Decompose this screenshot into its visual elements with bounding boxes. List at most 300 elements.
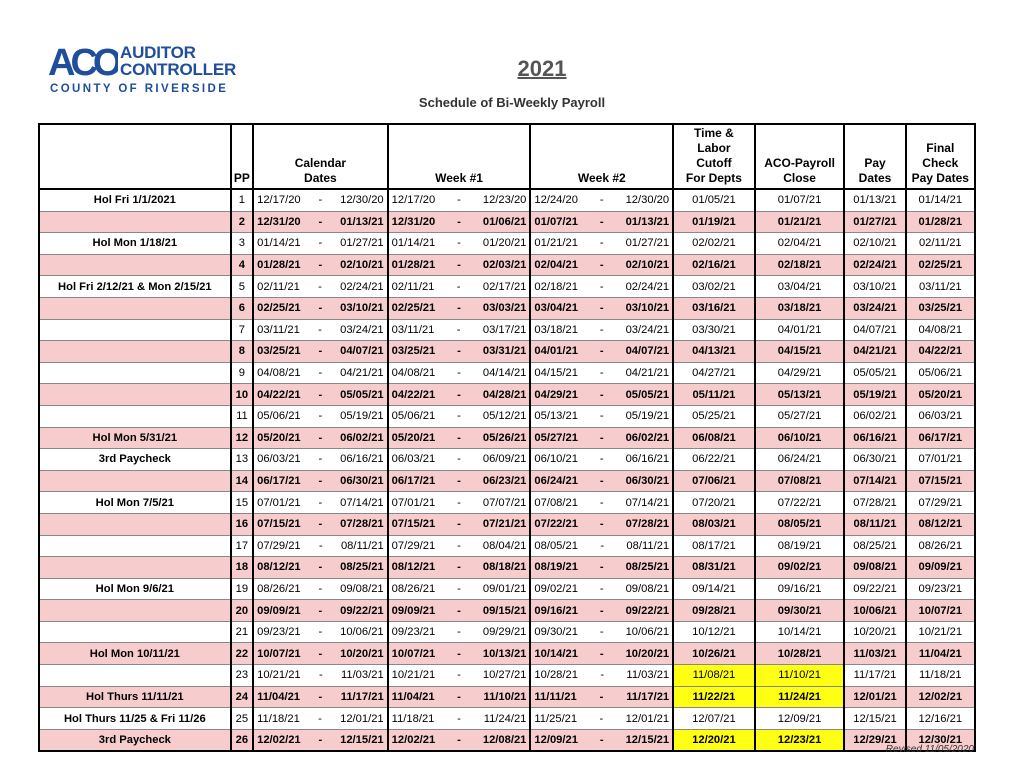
range-start: 04/01/21 <box>534 345 578 358</box>
week2-dates <box>530 535 673 557</box>
payroll-close-date: 11/24/21 <box>755 686 845 708</box>
range-start: 11/18/21 <box>391 712 435 725</box>
range-separator: - <box>457 453 461 466</box>
range-start: 08/05/21 <box>534 539 578 552</box>
date-range <box>392 497 527 509</box>
range-separator: - <box>599 280 604 293</box>
range-start: 02/25/21 <box>391 302 436 315</box>
page-subtitle: Schedule of Bi-Weekly Payroll <box>418 95 606 110</box>
cutoff-date: 05/11/21 <box>673 384 755 406</box>
payroll-close-date: 10/28/21 <box>755 643 845 665</box>
week2-dates <box>530 557 673 579</box>
week2-dates <box>530 729 673 751</box>
range-end: 09/22/21 <box>625 604 670 617</box>
range-start: 03/25/21 <box>391 345 436 358</box>
week2-dates <box>530 254 673 276</box>
date-range <box>534 453 669 465</box>
calendar-dates <box>253 254 388 276</box>
cutoff-date: 10/12/21 <box>673 621 755 643</box>
date-range <box>392 583 527 595</box>
range-separator: - <box>318 604 323 617</box>
pay-period-number: 8 <box>231 341 253 363</box>
payroll-close-date: 09/16/21 <box>755 578 845 600</box>
week2-dates <box>530 621 673 643</box>
week1-dates <box>388 254 531 276</box>
final-check-date: 12/30/21 <box>906 729 975 751</box>
page-title: 2021 <box>517 56 567 81</box>
date-range <box>257 453 384 465</box>
payroll-close-date: 02/18/21 <box>755 254 845 276</box>
pay-period-number: 25 <box>231 708 253 730</box>
week1-dates <box>388 470 531 492</box>
range-start: 01/28/21 <box>391 259 436 272</box>
range-separator: - <box>318 410 323 423</box>
range-end: 12/23/20 <box>482 194 527 207</box>
range-start: 01/07/21 <box>534 215 578 228</box>
table-row <box>39 557 975 579</box>
date-range <box>392 367 527 379</box>
range-start: 09/16/21 <box>534 604 578 617</box>
range-separator: - <box>457 539 461 552</box>
pay-period-number: 15 <box>231 492 253 514</box>
range-separator: - <box>599 712 604 725</box>
range-end: 07/07/21 <box>482 496 527 509</box>
pay-date: 06/30/21 <box>844 449 905 471</box>
table-row <box>39 729 975 751</box>
holiday-note <box>39 211 231 233</box>
range-separator: - <box>457 215 461 228</box>
week1-dates <box>388 513 531 535</box>
cutoff-date: 12/07/21 <box>673 708 755 730</box>
range-start: 12/02/21 <box>391 734 436 747</box>
range-start: 09/23/21 <box>257 626 301 639</box>
week1-dates <box>388 600 531 622</box>
range-start: 06/17/21 <box>257 475 301 488</box>
payroll-close-date: 04/01/21 <box>755 319 845 341</box>
range-separator: - <box>457 604 461 617</box>
range-start: 06/17/21 <box>391 475 436 488</box>
range-start: 07/01/21 <box>257 496 301 509</box>
range-end: 06/23/21 <box>482 475 527 488</box>
date-range <box>257 540 384 552</box>
range-end: 09/15/21 <box>482 604 527 617</box>
cutoff-date: 07/20/21 <box>673 492 755 514</box>
week1-dates <box>388 341 531 363</box>
calendar-dates <box>253 708 388 730</box>
date-range <box>392 605 527 617</box>
week2-dates <box>530 643 673 665</box>
week1-dates <box>388 319 531 341</box>
payroll-close-date: 08/19/21 <box>755 535 845 557</box>
range-end: 08/11/21 <box>340 539 384 552</box>
range-start: 05/13/21 <box>534 410 578 423</box>
date-range <box>257 561 384 573</box>
cutoff-date: 04/13/21 <box>673 341 755 363</box>
final-check-date: 06/17/21 <box>906 427 975 449</box>
range-end: 05/19/21 <box>625 410 670 423</box>
pay-period-number: 16 <box>231 513 253 535</box>
pay-date: 04/07/21 <box>844 319 905 341</box>
date-range <box>257 648 384 660</box>
range-separator: - <box>318 496 323 509</box>
range-separator: - <box>457 669 461 682</box>
range-end: 11/24/21 <box>483 712 527 725</box>
final-check-date: 07/15/21 <box>906 470 975 492</box>
week2-dates <box>530 578 673 600</box>
calendar-dates <box>253 189 388 211</box>
calendar-dates <box>253 621 388 643</box>
range-separator: - <box>318 453 323 466</box>
range-end: 05/26/21 <box>482 431 527 444</box>
date-range <box>534 237 669 249</box>
week1-dates <box>388 384 531 406</box>
range-end: 02/24/21 <box>625 280 670 293</box>
range-separator: - <box>318 647 323 660</box>
table-row <box>39 492 975 514</box>
date-range <box>534 345 669 357</box>
range-start: 10/07/21 <box>391 647 436 660</box>
range-start: 04/22/21 <box>257 388 301 401</box>
table-row <box>39 233 975 255</box>
range-separator: - <box>457 237 461 250</box>
pay-period-number: 2 <box>231 211 253 233</box>
range-end: 02/24/21 <box>340 280 384 293</box>
range-start: 08/26/21 <box>257 582 301 595</box>
table-row <box>39 254 975 276</box>
calendar-dates <box>253 362 388 384</box>
range-start: 02/11/21 <box>257 280 300 293</box>
calendar-dates <box>253 384 388 406</box>
holiday-note: Hol Mon 7/5/21 <box>39 492 231 514</box>
table-row <box>39 686 975 708</box>
week1-dates <box>388 405 531 427</box>
range-separator: - <box>318 431 323 444</box>
cutoff-date: 06/22/21 <box>673 449 755 471</box>
range-start: 05/20/21 <box>257 431 301 444</box>
pay-date: 11/17/21 <box>844 665 905 687</box>
range-end: 01/27/21 <box>340 237 384 250</box>
week1-dates <box>388 578 531 600</box>
range-start: 10/21/21 <box>257 669 301 682</box>
cutoff-date: 05/25/21 <box>673 405 755 427</box>
pay-period-number: 13 <box>231 449 253 471</box>
week2-dates <box>530 449 673 471</box>
logo-line-controller: CONTROLLER <box>120 60 237 79</box>
range-end: 08/04/21 <box>482 539 527 552</box>
week1-dates <box>388 708 531 730</box>
header-week1: Week #1 <box>388 124 531 189</box>
range-separator: - <box>599 431 604 444</box>
range-separator: - <box>599 259 604 272</box>
payroll-close-date: 11/10/21 <box>755 665 845 687</box>
week1-dates <box>388 729 531 751</box>
cutoff-date: 01/19/21 <box>673 211 755 233</box>
date-range <box>392 216 527 228</box>
holiday-note: 3rd Paycheck <box>39 729 231 751</box>
pay-date: 12/29/21 <box>844 729 905 751</box>
range-end: 06/16/21 <box>340 453 384 466</box>
range-end: 12/15/21 <box>340 734 384 747</box>
holiday-note <box>39 557 231 579</box>
week1-dates <box>388 643 531 665</box>
final-check-date: 10/21/21 <box>906 621 975 643</box>
date-range <box>534 475 669 487</box>
range-separator: - <box>456 323 461 336</box>
holiday-note <box>39 319 231 341</box>
payroll-close-date: 02/04/21 <box>755 233 845 255</box>
week1-dates <box>388 535 531 557</box>
holiday-note <box>39 513 231 535</box>
cutoff-date: 03/02/21 <box>673 276 755 298</box>
range-separator: - <box>457 626 461 639</box>
range-end: 01/13/21 <box>340 215 384 228</box>
range-end: 03/24/21 <box>340 323 384 336</box>
final-check-date: 10/07/21 <box>906 600 975 622</box>
pay-date: 05/05/21 <box>844 362 905 384</box>
range-end: 03/24/21 <box>625 323 670 336</box>
range-separator: - <box>457 194 461 207</box>
table-row <box>39 405 975 427</box>
range-end: 07/28/21 <box>340 518 384 531</box>
table-row <box>39 362 975 384</box>
range-separator: - <box>599 367 604 380</box>
range-separator: - <box>318 280 322 293</box>
date-range <box>534 713 669 725</box>
range-separator: - <box>318 669 323 682</box>
table-row <box>39 665 975 687</box>
final-check-date: 02/11/21 <box>906 233 975 255</box>
final-check-date: 02/25/21 <box>906 254 975 276</box>
final-check-date: 12/02/21 <box>906 686 975 708</box>
date-range <box>392 713 527 725</box>
range-start: 03/11/21 <box>257 323 300 336</box>
range-end: 02/10/21 <box>625 259 670 272</box>
range-end: 12/08/21 <box>482 734 527 747</box>
date-range <box>534 324 669 336</box>
range-separator: - <box>457 259 461 272</box>
week2-dates <box>530 405 673 427</box>
payroll-close-date: 08/05/21 <box>755 513 845 535</box>
holiday-note: Hol Mon 5/31/21 <box>39 427 231 449</box>
range-separator: - <box>457 388 461 401</box>
range-end: 03/17/21 <box>482 323 527 336</box>
table-row <box>39 578 975 600</box>
date-range <box>257 194 384 206</box>
range-separator: - <box>318 539 323 552</box>
range-end: 09/08/21 <box>340 582 384 595</box>
date-range <box>257 691 384 703</box>
date-range <box>257 583 384 595</box>
range-end: 01/20/21 <box>482 237 527 250</box>
table-row <box>39 621 975 643</box>
week1-dates <box>388 276 531 298</box>
week2-dates <box>530 427 673 449</box>
range-start: 05/27/21 <box>534 431 578 444</box>
date-range <box>534 626 669 638</box>
table-row <box>39 513 975 535</box>
date-range <box>534 583 669 595</box>
holiday-note <box>39 341 231 363</box>
date-range <box>534 648 669 660</box>
pay-date: 08/25/21 <box>844 535 905 557</box>
final-check-date: 07/01/21 <box>906 449 975 471</box>
cutoff-date: 11/08/21 <box>673 665 755 687</box>
range-separator: - <box>599 496 604 509</box>
range-separator: - <box>600 539 605 552</box>
range-end: 03/03/21 <box>482 302 527 315</box>
week1-dates <box>388 189 531 211</box>
pay-period-number: 19 <box>231 578 253 600</box>
payroll-close-date: 09/30/21 <box>755 600 845 622</box>
range-separator: - <box>599 194 604 207</box>
range-end: 01/27/21 <box>625 237 670 250</box>
date-range <box>257 302 384 314</box>
final-check-date: 01/14/21 <box>906 189 975 211</box>
range-start: 12/24/20 <box>534 194 578 207</box>
range-separator: - <box>318 345 323 358</box>
pay-date: 04/21/21 <box>844 341 905 363</box>
range-start: 02/18/21 <box>534 280 578 293</box>
date-range <box>392 432 527 444</box>
date-range <box>257 713 384 725</box>
holiday-note: Hol Mon 9/6/21 <box>39 578 231 600</box>
cutoff-date: 01/05/21 <box>673 189 755 211</box>
range-start: 09/23/21 <box>391 626 436 639</box>
cutoff-date: 04/27/21 <box>673 362 755 384</box>
range-separator: - <box>599 582 604 595</box>
date-range <box>257 259 384 271</box>
pay-date: 12/01/21 <box>844 686 905 708</box>
range-separator: - <box>457 496 461 509</box>
calendar-dates <box>253 319 388 341</box>
pay-period-number: 9 <box>231 362 253 384</box>
holiday-note <box>39 535 231 557</box>
range-end: 07/28/21 <box>625 518 670 531</box>
cutoff-date: 02/02/21 <box>673 233 755 255</box>
payroll-close-date: 10/14/21 <box>755 621 845 643</box>
header-cutoff: Time & Labor Cutoff For Depts <box>673 124 755 189</box>
range-start: 12/17/20 <box>391 194 436 207</box>
range-start: 04/22/21 <box>391 388 436 401</box>
range-end: 08/18/21 <box>482 561 527 574</box>
range-start: 01/14/21 <box>257 237 301 250</box>
week2-dates <box>530 319 673 341</box>
range-end: 12/01/21 <box>340 712 384 725</box>
holiday-note: Hol Mon 1/18/21 <box>39 233 231 255</box>
calendar-dates <box>253 665 388 687</box>
range-start: 08/19/21 <box>534 561 578 574</box>
table-row <box>39 470 975 492</box>
calendar-dates <box>253 427 388 449</box>
date-range <box>534 302 669 314</box>
calendar-dates <box>253 600 388 622</box>
pay-date: 02/24/21 <box>844 254 905 276</box>
range-end: 05/19/21 <box>340 410 384 423</box>
range-separator: - <box>599 323 604 336</box>
range-end: 10/20/21 <box>625 647 670 660</box>
range-separator: - <box>599 410 604 423</box>
final-check-date: 04/08/21 <box>906 319 975 341</box>
calendar-dates <box>253 276 388 298</box>
range-end: 10/13/21 <box>482 647 527 660</box>
range-separator: - <box>318 259 323 272</box>
date-range <box>392 518 527 530</box>
header-week2: Week #2 <box>530 124 673 189</box>
range-start: 07/29/21 <box>257 539 301 552</box>
week1-dates <box>388 211 531 233</box>
date-range <box>257 324 384 336</box>
range-start: 01/28/21 <box>257 259 301 272</box>
range-start: 09/30/21 <box>534 626 578 639</box>
range-end: 05/05/21 <box>625 388 670 401</box>
cutoff-date: 02/16/21 <box>673 254 755 276</box>
range-start: 01/21/21 <box>534 237 578 250</box>
week2-dates <box>530 513 673 535</box>
calendar-dates <box>253 535 388 557</box>
range-separator: - <box>599 690 604 703</box>
range-separator: - <box>457 302 461 315</box>
range-start: 10/14/21 <box>534 647 578 660</box>
calendar-dates <box>253 513 388 535</box>
cutoff-date: 10/26/21 <box>673 643 755 665</box>
pay-date: 06/02/21 <box>844 405 905 427</box>
pay-period-number: 23 <box>231 665 253 687</box>
table-row <box>39 276 975 298</box>
payroll-close-date: 01/07/21 <box>755 189 845 211</box>
range-separator: - <box>318 302 323 315</box>
payroll-close-date: 01/21/21 <box>755 211 845 233</box>
week1-dates <box>388 297 531 319</box>
range-separator: - <box>457 647 461 660</box>
range-start: 07/29/21 <box>391 539 436 552</box>
range-end: 08/11/21 <box>626 539 670 552</box>
pay-period-number: 6 <box>231 297 253 319</box>
range-end: 06/30/21 <box>340 475 384 488</box>
range-start: 07/08/21 <box>534 496 578 509</box>
calendar-dates <box>253 341 388 363</box>
pay-date: 08/11/21 <box>844 513 905 535</box>
table-row <box>39 319 975 341</box>
pay-date: 10/20/21 <box>844 621 905 643</box>
range-end: 04/21/21 <box>340 367 384 380</box>
range-separator: - <box>599 734 604 747</box>
range-separator: - <box>457 690 461 703</box>
pay-period-number: 12 <box>231 427 253 449</box>
range-start: 07/15/21 <box>391 518 436 531</box>
range-separator: - <box>599 647 604 660</box>
pay-date: 06/16/21 <box>844 427 905 449</box>
range-end: 08/25/21 <box>340 561 384 574</box>
range-separator: - <box>318 626 323 639</box>
week2-dates <box>530 297 673 319</box>
range-separator: - <box>599 561 604 574</box>
date-range <box>534 281 669 293</box>
range-separator: - <box>599 215 604 228</box>
range-start: 10/07/21 <box>257 647 301 660</box>
range-start: 08/12/21 <box>257 561 301 574</box>
range-end: 12/30/20 <box>625 194 670 207</box>
payroll-close-date: 04/15/21 <box>755 341 845 363</box>
pay-date: 02/10/21 <box>844 233 905 255</box>
final-check-date: 05/06/21 <box>906 362 975 384</box>
range-end: 12/15/21 <box>625 734 670 747</box>
final-check-date: 01/28/21 <box>906 211 975 233</box>
pay-period-number: 1 <box>231 189 253 211</box>
final-check-date: 08/26/21 <box>906 535 975 557</box>
range-end: 04/07/21 <box>340 345 384 358</box>
week1-dates <box>388 233 531 255</box>
calendar-dates <box>253 686 388 708</box>
